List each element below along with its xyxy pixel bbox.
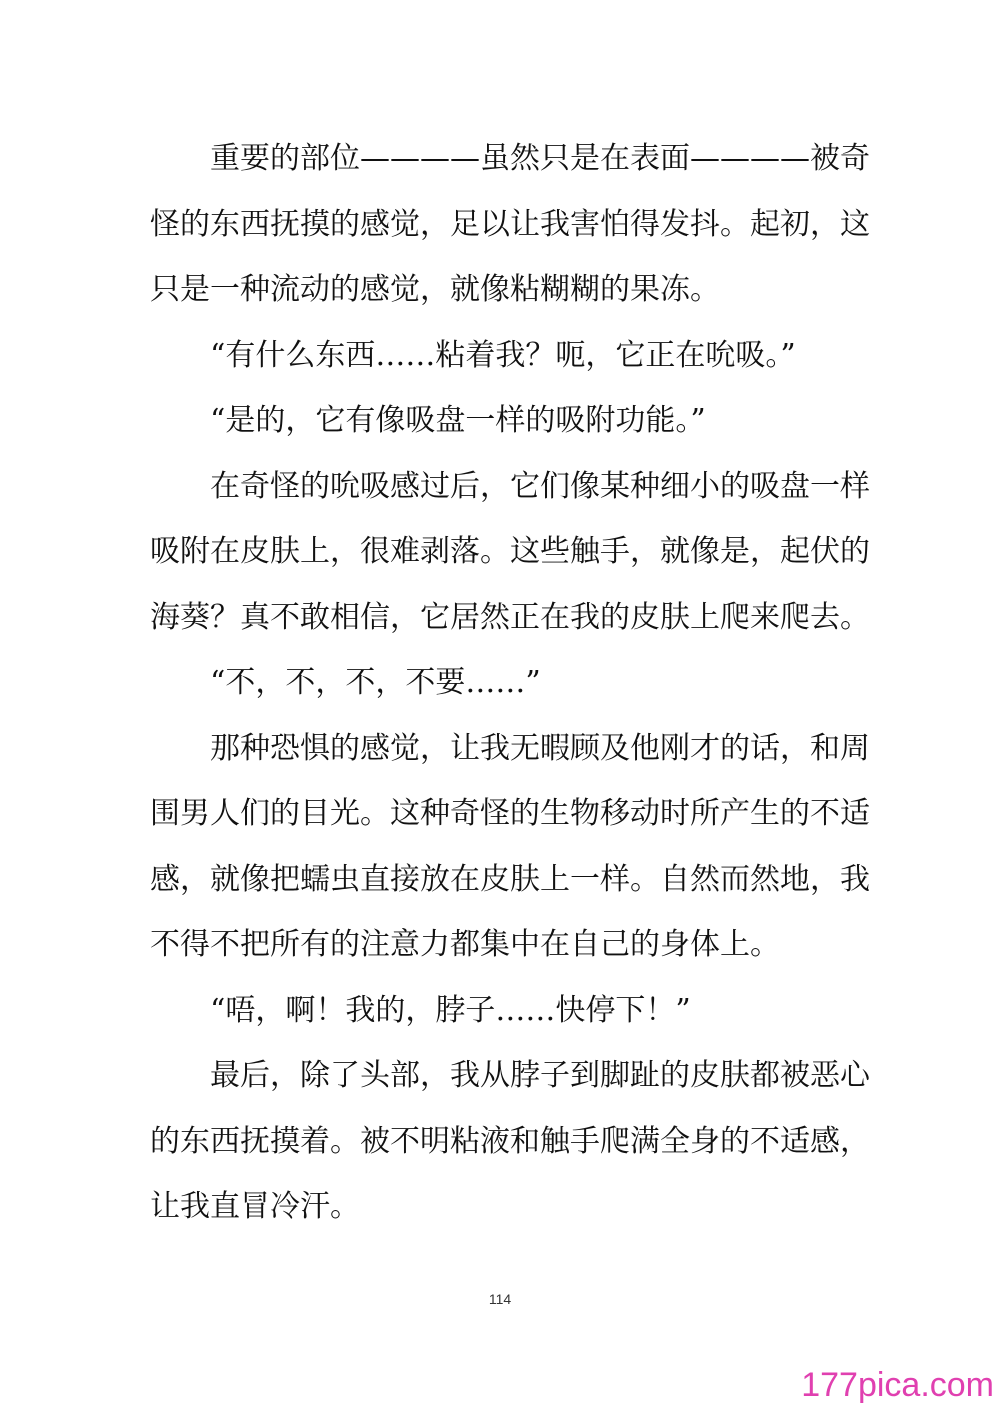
page-number: 114 xyxy=(488,1291,512,1307)
paragraph-1: 重要的部位————虽然只是在表面————被奇怪的东西抚摸的感觉，足以让我害怕得发抖。起初，这只是一种流动的感觉，就像粘糊糊的果冻。 xyxy=(150,141,870,307)
paragraph-3: “是的，它有像吸盘一样的吸附功能。” xyxy=(210,403,706,438)
paragraph-7: “唔，啊！我的，脖子……快停下！” xyxy=(210,992,691,1028)
paragraph-2: “有什么东西……粘着我？呃，它正在吮吸。” xyxy=(210,337,796,373)
paragraph-6: 那种恐惧的感觉，让我无暇顾及他刚才的话，和周围男人们的目光。这种奇怪的生物移动时所产生的不适感，就像把蠕虫直接放在皮肤上一样。自然而然地，我不得不把所有的注意力都集中在自己的身体上。 xyxy=(150,730,870,962)
paragraph-5: “不，不，不，不要……” xyxy=(210,665,541,700)
body-text xyxy=(150,126,870,1240)
paragraph-4: 在奇怪的吮吸感过后，它们像某种细小的吸盘一样吸附在皮肤上，很难剥落。这些触手，就像是，起伏的海葵？真不敢相信，它居然正在我的皮肤上爬来爬去。 xyxy=(150,468,870,635)
watermark-logo: 177pica.com xyxy=(801,1366,994,1404)
paragraph-8: 最后，除了头部，我从脖子到脚趾的皮肤都被恶心的东西抚摸着。被不明粘液和触手爬满全身的不适感，让我直冒冷汗。 xyxy=(150,1058,870,1224)
